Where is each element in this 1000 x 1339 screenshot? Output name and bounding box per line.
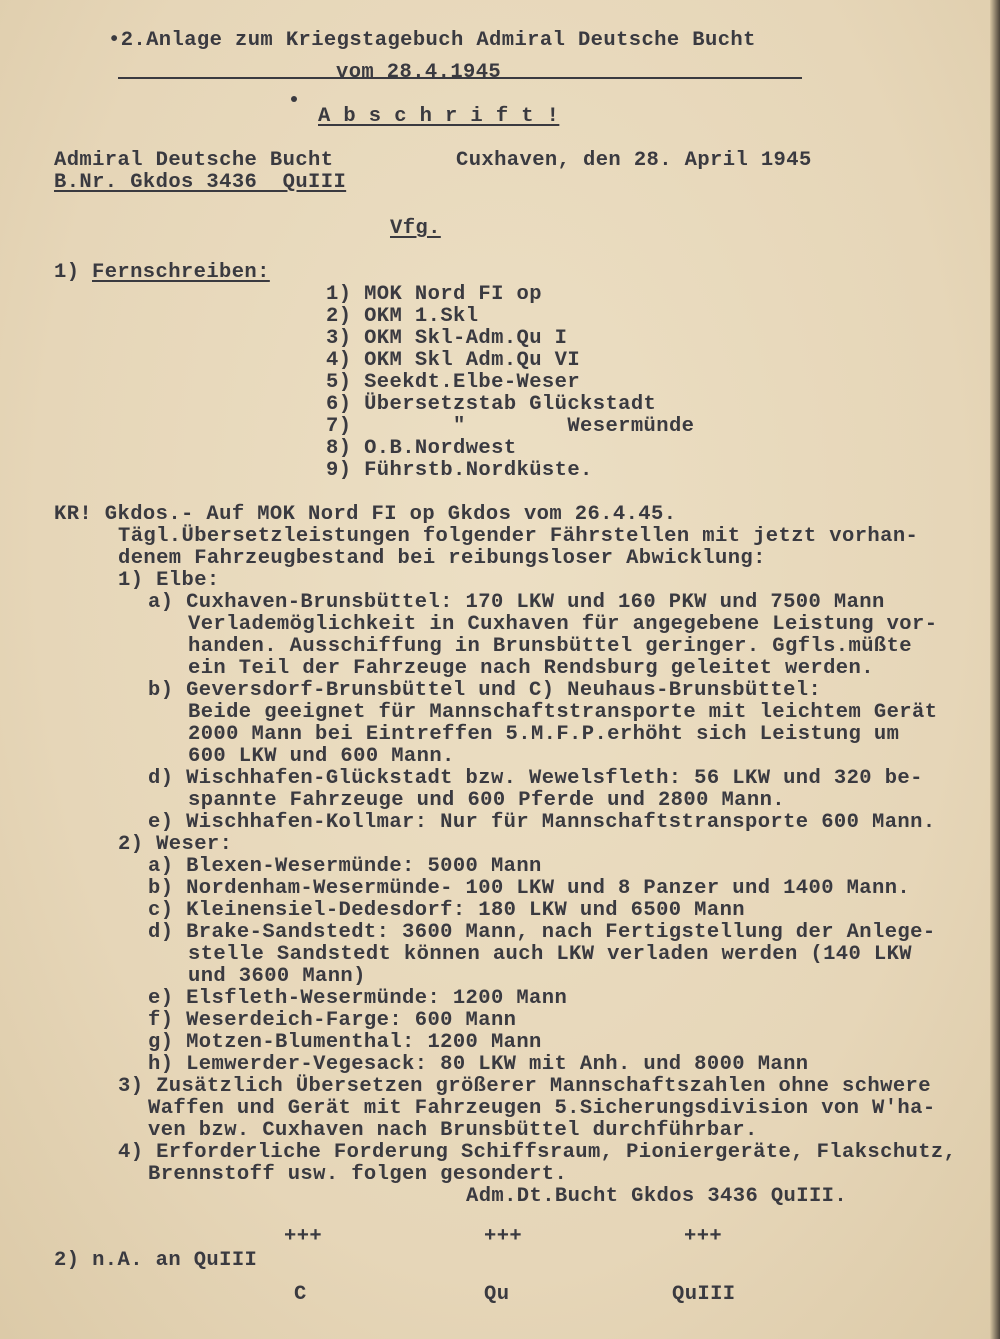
body-line: b) Geversdorf-Brunsbüttel und C) Neuhaus-Brunsbüttel: bbox=[148, 679, 822, 702]
routing-mark: QuIII bbox=[672, 1283, 736, 1306]
annex-date: vom 28.4.1945 bbox=[336, 61, 502, 84]
body-line: 2) Weser: bbox=[118, 833, 233, 856]
body-line: 1) Elbe: bbox=[118, 569, 220, 592]
body-line: e) Wischhafen-Kollmar: Nur für Mannschaftstransporte 600 Mann. bbox=[148, 811, 936, 834]
body-line: f) Weserdeich-Farge: 600 Mann bbox=[148, 1009, 517, 1032]
body-line: Waffen und Gerät mit Fahrzeugen 5.Sicherungsdivision von W'ha- bbox=[148, 1097, 936, 1120]
list-item: 4) OKM Skl Adm.Qu VI bbox=[326, 349, 581, 372]
body-line: spannte Fahrzeuge und 600 Pferde und 2800 Mann. bbox=[188, 789, 785, 812]
body-line: d) Brake-Sandstedt: 3600 Mann, nach Fertigstellung der Anlege- bbox=[148, 921, 936, 944]
routing-mark: Qu bbox=[484, 1283, 510, 1306]
annex-title: •2.Anlage zum Kriegstagebuch Admiral Deutsche Bucht bbox=[108, 29, 756, 52]
body-line: und 3600 Mann) bbox=[188, 965, 366, 988]
signature-line: Adm.Dt.Bucht Gkdos 3436 QuIII. bbox=[466, 1185, 848, 1208]
end-mark: +++ bbox=[484, 1225, 523, 1248]
list-item: 1) MOK Nord FI op bbox=[326, 283, 542, 306]
body-line: Beide geeignet für Mannschaftstransporte mit leichtem Gerät bbox=[188, 701, 938, 724]
place-date: Cuxhaven, den 28. April 1945 bbox=[456, 149, 812, 172]
abschrift-heading: A b s c h r i f t ! bbox=[318, 105, 560, 128]
end-mark: +++ bbox=[284, 1225, 323, 1248]
body-line: denem Fahrzeugbestand bei reibungsloser Abwicklung: bbox=[118, 547, 766, 570]
body-line: a) Blexen-Wesermünde: 5000 Mann bbox=[148, 855, 542, 878]
list-item: 8) O.B.Nordwest bbox=[326, 437, 517, 460]
body-line: KR! Gkdos.- Auf MOK Nord FI op Gkdos vom 26.4.45. bbox=[54, 503, 677, 526]
list-item: 6) Übersetzstab Glückstadt bbox=[326, 393, 657, 416]
body-line: 4) Erforderliche Forderung Schiffsraum, Pioniergeräte, Flakschutz, bbox=[118, 1141, 957, 1164]
vfg-heading: Vfg. bbox=[390, 217, 441, 240]
body-line: e) Elsfleth-Wesermünde: 1200 Mann bbox=[148, 987, 568, 1010]
body-line: a) Cuxhaven-Brunsbüttel: 170 LKW und 160 PKW und 7500 Mann bbox=[148, 591, 885, 614]
section-1-label: 1) bbox=[54, 261, 80, 284]
end-mark: +++ bbox=[684, 1225, 723, 1248]
body-line: c) Kleinensiel-Dedesdorf: 180 LKW und 6500 Mann bbox=[148, 899, 745, 922]
list-item: 2) OKM 1.Skl bbox=[326, 305, 479, 328]
body-line: handen. Ausschiffung in Brunsbüttel geringer. Ggfls.müßte bbox=[188, 635, 913, 658]
body-line: stelle Sandstedt können auch LKW verladen werden (140 LKW bbox=[188, 943, 913, 966]
list-item: 9) Führstb.Nordküste. bbox=[326, 459, 593, 482]
body-line: g) Motzen-Blumenthal: 1200 Mann bbox=[148, 1031, 542, 1054]
list-item: 7) " Wesermünde bbox=[326, 415, 695, 438]
list-item: 3) OKM Skl-Adm.Qu I bbox=[326, 327, 568, 350]
sender-org: Admiral Deutsche Bucht bbox=[54, 149, 334, 172]
body-line: 600 LKW und 600 Mann. bbox=[188, 745, 455, 768]
section-2-note: 2) n.A. an QuIII bbox=[54, 1249, 258, 1272]
body-line: 2000 Mann bei Eintreffen 5.M.F.P.erhöht sich Leistung um bbox=[188, 723, 900, 746]
body-line: h) Lemwerder-Vegesack: 80 LKW mit Anh. und 8000 Mann bbox=[148, 1053, 809, 1076]
ink-dot bbox=[291, 96, 297, 102]
section-1-title: Fernschreiben: bbox=[92, 261, 270, 284]
body-line: ven bzw. Cuxhaven nach Brunsbüttel durchführbar. bbox=[148, 1119, 758, 1142]
body-line: Tägl.Übersetzleistungen folgender Fährstellen mit jetzt vorhan- bbox=[118, 525, 919, 548]
routing-mark: C bbox=[294, 1283, 307, 1306]
body-line: Verlademöglichkeit in Cuxhaven für angegebene Leistung vor- bbox=[188, 613, 938, 636]
list-item: 5) Seekdt.Elbe-Weser bbox=[326, 371, 581, 394]
page-edge-shadow bbox=[990, 0, 1000, 1339]
body-line: b) Nordenham-Wesermünde- 100 LKW und 8 Panzer und 1400 Mann. bbox=[148, 877, 911, 900]
body-line: d) Wischhafen-Glückstadt bzw. Wewelsfleth: 56 LKW und 320 be- bbox=[148, 767, 923, 790]
body-line: ein Teil der Fahrzeuge nach Rendsburg geleitet werden. bbox=[188, 657, 874, 680]
reference-number: B.Nr. Gkdos 3436 QuIII bbox=[54, 171, 347, 194]
body-line: 3) Zusätzlich Übersetzen größerer Mannschaftszahlen ohne schwere bbox=[118, 1075, 931, 1098]
body-line: Brennstoff usw. folgen gesondert. bbox=[148, 1163, 568, 1186]
